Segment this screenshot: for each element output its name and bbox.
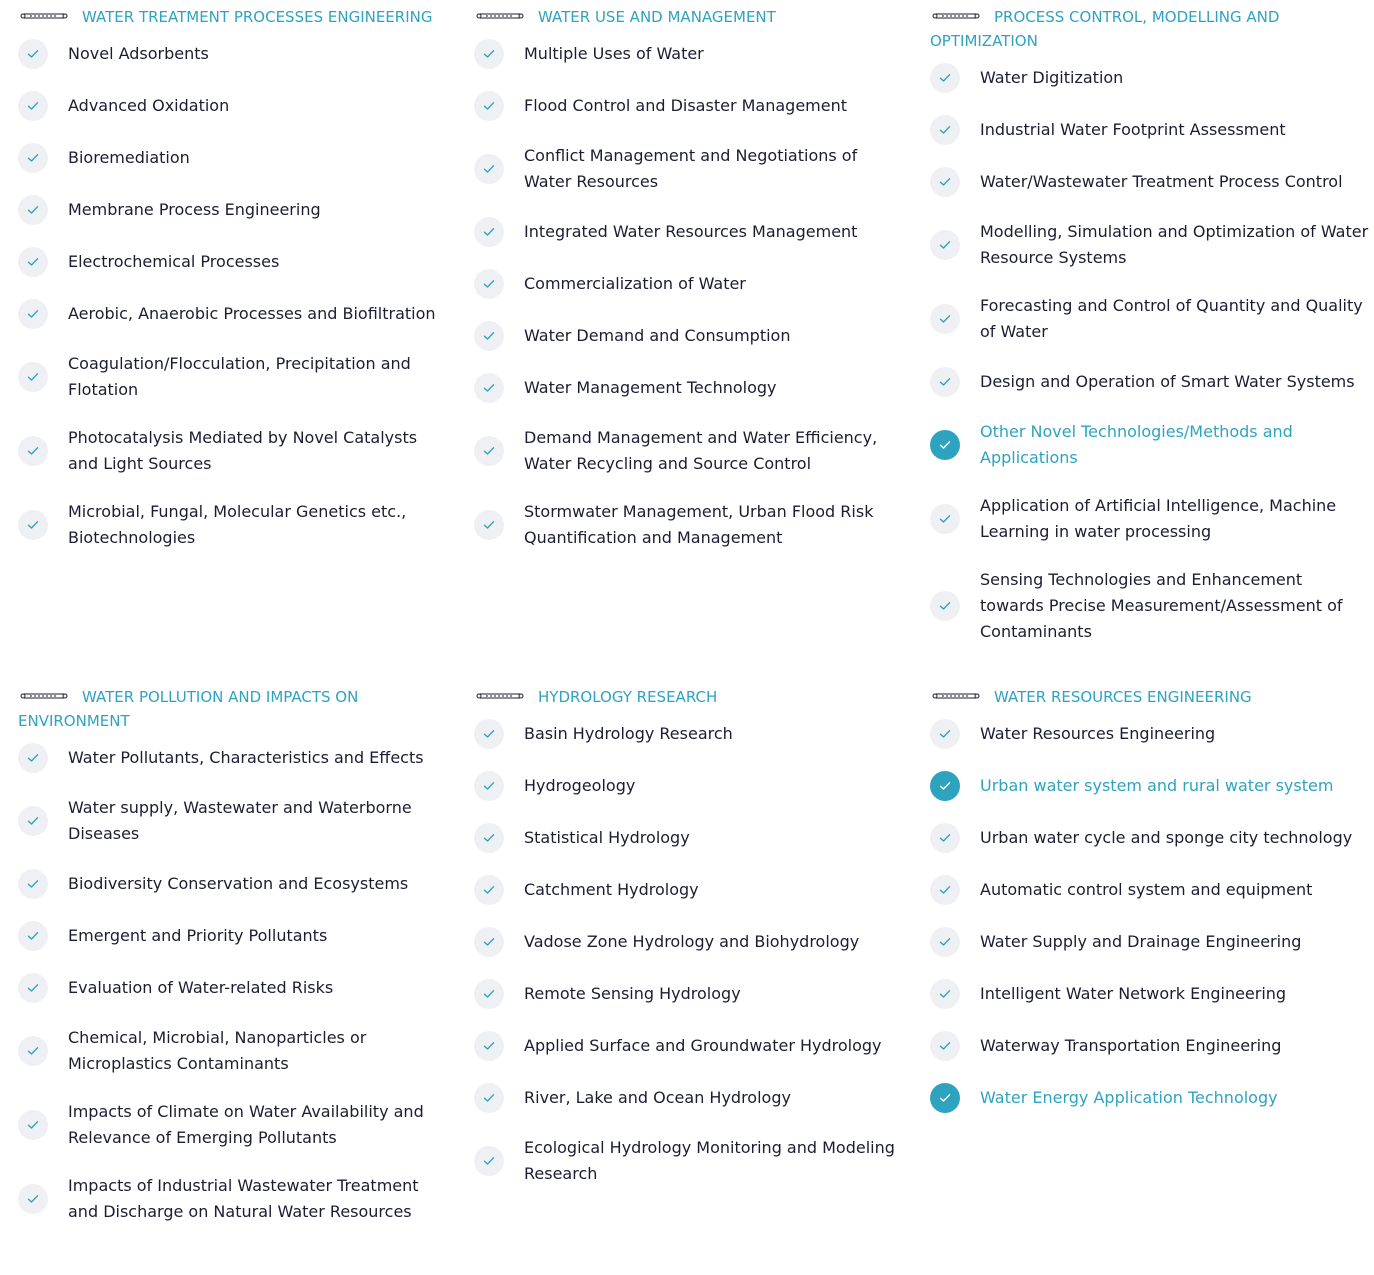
- circuit-line-icon: [476, 691, 524, 701]
- topic-label: Bioremediation: [68, 148, 190, 167]
- topic-item[interactable]: [930, 63, 1370, 93]
- topic-item[interactable]: [474, 979, 898, 1009]
- check-icon: [18, 921, 48, 951]
- section-title: [474, 5, 898, 29]
- topic-item[interactable]: [930, 493, 1370, 545]
- check-icon: [930, 927, 960, 957]
- topic-item[interactable]: [930, 293, 1370, 345]
- topic-list: [474, 719, 898, 1187]
- topic-label: Stormwater Management, Urban Flood Risk Quantification and Management: [524, 502, 874, 547]
- check-icon: [930, 230, 960, 260]
- topic-section: [18, 0, 442, 680]
- circuit-line-icon: [20, 691, 68, 701]
- topic-label: Membrane Process Engineering: [68, 200, 321, 219]
- check-icon: [930, 367, 960, 397]
- topic-label: Intelligent Water Network Engineering: [980, 984, 1287, 1003]
- section-title: [930, 5, 1370, 53]
- check-icon: [930, 875, 960, 905]
- check-icon: [930, 504, 960, 534]
- check-icon: [930, 719, 960, 749]
- topic-section: [474, 0, 898, 680]
- topic-item[interactable]: [18, 795, 442, 847]
- section-title: [930, 685, 1370, 709]
- check-icon: [930, 591, 960, 621]
- check-icon: [474, 39, 504, 69]
- topic-label: Water Energy Application Technology: [980, 1088, 1278, 1107]
- check-icon: [474, 91, 504, 121]
- topic-label: Waterway Transportation Engineering: [980, 1036, 1282, 1055]
- topic-label: Commercialization of Water: [524, 274, 746, 293]
- section-title-text: PROCESS CONTROL, MODELLING AND OPTIMIZATION: [930, 8, 1280, 50]
- check-icon: [18, 143, 48, 173]
- check-icon: [930, 1031, 960, 1061]
- check-icon: [18, 973, 48, 1003]
- check-icon: [474, 771, 504, 801]
- topic-item[interactable]: [474, 217, 898, 247]
- topic-label: Aerobic, Anaerobic Processes and Biofiltration: [68, 304, 436, 323]
- topic-label: Flood Control and Disaster Management: [524, 96, 847, 115]
- topic-label: Water Demand and Consumption: [524, 326, 791, 345]
- section-title-text: WATER USE AND MANAGEMENT: [538, 8, 776, 26]
- topic-item[interactable]: [930, 771, 1370, 801]
- topic-item[interactable]: [474, 269, 898, 299]
- section-title-text: WATER RESOURCES ENGINEERING: [994, 688, 1252, 706]
- check-icon: [18, 362, 48, 392]
- topic-label: Urban water system and rural water system: [980, 776, 1334, 795]
- topic-item[interactable]: [18, 143, 442, 173]
- topic-label: Impacts of Climate on Water Availability and Relevance of Emerging Pollutants: [68, 1102, 424, 1147]
- topic-label: Automatic control system and equipment: [980, 880, 1313, 899]
- topic-label: Water/Wastewater Treatment Process Control: [980, 172, 1343, 191]
- section-title-text: WATER TREATMENT PROCESSES ENGINEERING: [82, 8, 433, 26]
- topic-item[interactable]: [18, 247, 442, 277]
- topic-label: Applied Surface and Groundwater Hydrology: [524, 1036, 882, 1055]
- topic-label: Application of Artificial Intelligence, Machine Learning in water processing: [980, 496, 1337, 541]
- topic-item[interactable]: [18, 499, 442, 551]
- check-icon: [474, 719, 504, 749]
- topic-item[interactable]: [474, 823, 898, 853]
- check-icon: [930, 430, 960, 460]
- topic-label: Microbial, Fungal, Molecular Genetics etc., Biotechnologies: [68, 502, 407, 547]
- topic-item[interactable]: [18, 743, 442, 773]
- topic-list: [18, 743, 442, 1225]
- check-icon: [930, 771, 960, 801]
- topic-item[interactable]: [18, 195, 442, 225]
- topic-label: Urban water cycle and sponge city technology: [980, 828, 1353, 847]
- topic-item[interactable]: [474, 499, 898, 551]
- section-title: [18, 5, 442, 29]
- topic-item[interactable]: [930, 219, 1370, 271]
- topic-label: Water supply, Wastewater and Waterborne Diseases: [68, 798, 412, 843]
- topic-item[interactable]: [930, 875, 1370, 905]
- topic-label: Modelling, Simulation and Optimization of Water Resource Systems: [980, 222, 1369, 267]
- topic-label: Coagulation/Flocculation, Precipitation and Flotation: [68, 354, 411, 399]
- check-icon: [930, 63, 960, 93]
- section-title: [18, 685, 442, 733]
- check-icon: [474, 373, 504, 403]
- check-icon: [474, 927, 504, 957]
- topic-label: Novel Adsorbents: [68, 44, 209, 63]
- topic-item[interactable]: [930, 115, 1370, 145]
- topic-label: Chemical, Microbial, Nanoparticles or Microplastics Contaminants: [68, 1028, 367, 1073]
- topic-item[interactable]: [930, 567, 1370, 645]
- circuit-line-icon: [932, 11, 980, 21]
- check-icon: [18, 299, 48, 329]
- check-icon: [474, 154, 504, 184]
- topic-label: Emergent and Priority Pollutants: [68, 926, 328, 945]
- check-icon: [474, 217, 504, 247]
- topic-item[interactable]: [474, 1083, 898, 1113]
- check-icon: [18, 436, 48, 466]
- topic-item[interactable]: [930, 419, 1370, 471]
- section-title-text: HYDROLOGY RESEARCH: [538, 688, 718, 706]
- check-icon: [474, 875, 504, 905]
- topic-item[interactable]: [930, 1083, 1370, 1113]
- topic-label: Advanced Oxidation: [68, 96, 230, 115]
- check-icon: [18, 39, 48, 69]
- topic-item[interactable]: [930, 979, 1370, 1009]
- topic-item[interactable]: [18, 1025, 442, 1077]
- check-icon: [474, 510, 504, 540]
- topic-label: Vadose Zone Hydrology and Biohydrology: [524, 932, 860, 951]
- topic-item[interactable]: [930, 927, 1370, 957]
- topic-item[interactable]: [474, 771, 898, 801]
- topic-item[interactable]: [474, 321, 898, 351]
- topics-grid: [18, 0, 1368, 1260]
- topic-item[interactable]: [930, 719, 1370, 749]
- check-icon: [474, 321, 504, 351]
- topic-item[interactable]: [18, 1173, 442, 1225]
- check-icon: [474, 1031, 504, 1061]
- topic-item[interactable]: [18, 1099, 442, 1151]
- topic-section: [18, 680, 442, 1260]
- topic-item[interactable]: [474, 875, 898, 905]
- topic-label: Water Pollutants, Characteristics and Effects: [68, 748, 424, 767]
- topic-label: Electrochemical Processes: [68, 252, 280, 271]
- check-icon: [18, 1036, 48, 1066]
- topic-item[interactable]: [474, 91, 898, 121]
- topic-label: Water Digitization: [980, 68, 1124, 87]
- check-icon: [930, 823, 960, 853]
- topic-item[interactable]: [930, 1031, 1370, 1061]
- topic-item[interactable]: [18, 869, 442, 899]
- check-icon: [18, 91, 48, 121]
- topic-label: Multiple Uses of Water: [524, 44, 704, 63]
- topic-label: Sensing Technologies and Enhancement towards Precise Measurement/Assessment of Contaminants: [980, 570, 1343, 641]
- topic-label: Water Management Technology: [524, 378, 777, 397]
- check-icon: [18, 195, 48, 225]
- topic-item[interactable]: [18, 973, 442, 1003]
- circuit-line-icon: [20, 11, 68, 21]
- topic-label: Catchment Hydrology: [524, 880, 699, 899]
- topic-list: [18, 39, 442, 551]
- topic-section: [474, 680, 898, 1260]
- topic-section: [930, 0, 1370, 680]
- topic-item[interactable]: [18, 921, 442, 951]
- topic-label: Remote Sensing Hydrology: [524, 984, 741, 1003]
- topic-label: Basin Hydrology Research: [524, 724, 733, 743]
- topic-item[interactable]: [18, 299, 442, 329]
- topic-item[interactable]: [18, 39, 442, 69]
- topic-item[interactable]: [474, 927, 898, 957]
- topic-label: Water Resources Engineering: [980, 724, 1216, 743]
- topic-label: Hydrogeology: [524, 776, 636, 795]
- topic-list: [930, 63, 1370, 645]
- topic-item[interactable]: [930, 167, 1370, 197]
- topic-label: Integrated Water Resources Management: [524, 222, 858, 241]
- topic-item[interactable]: [474, 1135, 898, 1187]
- topic-item[interactable]: [474, 719, 898, 749]
- topic-label: Conflict Management and Negotiations of Water Resources: [524, 146, 858, 191]
- topic-label: Biodiversity Conservation and Ecosystems: [68, 874, 409, 893]
- topic-label: Other Novel Technologies/Methods and Applications: [980, 422, 1293, 467]
- topic-label: Photocatalysis Mediated by Novel Catalysts and Light Sources: [68, 428, 418, 473]
- check-icon: [18, 743, 48, 773]
- circuit-line-icon: [932, 691, 980, 701]
- check-icon: [18, 1110, 48, 1140]
- check-icon: [930, 115, 960, 145]
- circuit-line-icon: [476, 11, 524, 21]
- topic-label: River, Lake and Ocean Hydrology: [524, 1088, 791, 1107]
- topic-item[interactable]: [474, 425, 898, 477]
- section-title: [474, 685, 898, 709]
- check-icon: [474, 823, 504, 853]
- topic-label: Ecological Hydrology Monitoring and Modeling Research: [524, 1138, 895, 1183]
- topic-item[interactable]: [474, 143, 898, 195]
- section-title-text: WATER POLLUTION AND IMPACTS ON ENVIRONMENT: [18, 688, 359, 730]
- topic-label: Water Supply and Drainage Engineering: [980, 932, 1302, 951]
- check-icon: [930, 304, 960, 334]
- topic-section: [930, 680, 1370, 1260]
- check-icon: [930, 979, 960, 1009]
- topic-item[interactable]: [18, 425, 442, 477]
- check-icon: [474, 1146, 504, 1176]
- topic-label: Demand Management and Water Efficiency, Water Recycling and Source Control: [524, 428, 878, 473]
- topic-item[interactable]: [930, 823, 1370, 853]
- topic-list: [930, 719, 1370, 1113]
- topic-label: Industrial Water Footprint Assessment: [980, 120, 1286, 139]
- topic-label: Design and Operation of Smart Water Systems: [980, 372, 1355, 391]
- topic-item[interactable]: [18, 351, 442, 403]
- check-icon: [474, 979, 504, 1009]
- topic-label: Forecasting and Control of Quantity and Quality of Water: [980, 296, 1363, 341]
- topic-item[interactable]: [474, 1031, 898, 1061]
- check-icon: [18, 1184, 48, 1214]
- check-icon: [18, 806, 48, 836]
- check-icon: [474, 1083, 504, 1113]
- check-icon: [474, 436, 504, 466]
- topic-label: Statistical Hydrology: [524, 828, 690, 847]
- topic-label: Evaluation of Water-related Risks: [68, 978, 334, 997]
- check-icon: [474, 269, 504, 299]
- check-icon: [18, 510, 48, 540]
- check-icon: [930, 1083, 960, 1113]
- topic-item[interactable]: [18, 91, 442, 121]
- topic-list: [474, 39, 898, 551]
- topic-item[interactable]: [474, 373, 898, 403]
- topic-item[interactable]: [474, 39, 898, 69]
- topic-label: Impacts of Industrial Wastewater Treatment and Discharge on Natural Water Resources: [68, 1176, 419, 1221]
- topic-item[interactable]: [930, 367, 1370, 397]
- check-icon: [930, 167, 960, 197]
- check-icon: [18, 247, 48, 277]
- check-icon: [18, 869, 48, 899]
